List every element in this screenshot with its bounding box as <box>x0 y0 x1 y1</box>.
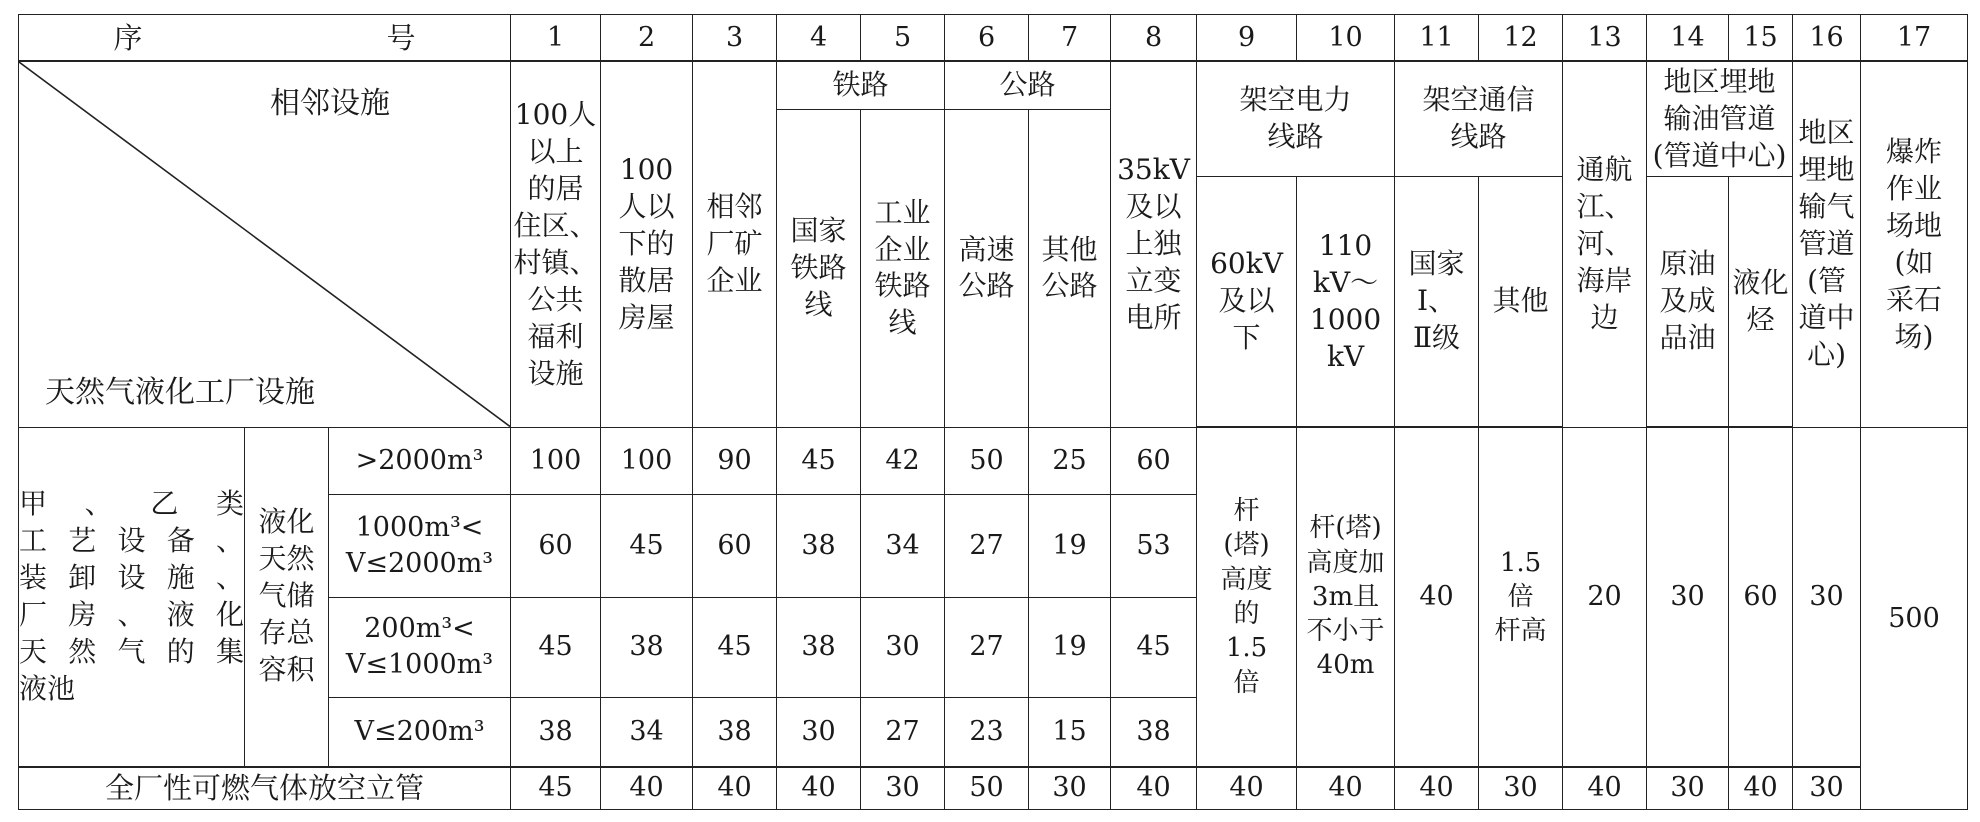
value-blasting-site: 500 <box>1861 427 1968 809</box>
value-cell: 19 <box>1029 495 1111 597</box>
value-telecom-national: 40 <box>1395 427 1479 766</box>
col-number: 1 <box>511 15 601 62</box>
value-cell: 40 <box>777 767 861 810</box>
header-adjacent-factory: 相邻 厂矿 企业 <box>693 61 777 427</box>
col-number: 9 <box>1197 15 1297 62</box>
col-number: 2 <box>601 15 693 62</box>
header-telecom-national: 国家 Ⅰ、 Ⅱ级 <box>1395 176 1479 427</box>
corner-header <box>19 61 511 427</box>
col-number: 17 <box>1861 15 1968 62</box>
seq-label-text: 序 号 <box>113 20 478 55</box>
value-cell: 15 <box>1029 697 1111 766</box>
capacity-label: >2000m³ <box>329 427 511 494</box>
header-residential-small: 100 人以 下的 散居 房屋 <box>601 61 693 427</box>
capacity-label: 1000m³< V≤2000m³ <box>329 495 511 597</box>
value-cell: 50 <box>945 767 1029 810</box>
header-power-110kv: 110 kV～ 1000 kV <box>1297 176 1395 427</box>
header-expressway: 高速 公路 <box>945 109 1029 427</box>
value-cell: 40 <box>1395 767 1479 810</box>
corner-bottom-label: 天然气液化工厂设施 <box>45 375 315 411</box>
header-road-group: 公路 <box>945 61 1111 109</box>
col-number: 13 <box>1563 15 1647 62</box>
value-cell: 19 <box>1029 597 1111 697</box>
row-label-process-facilities: 甲、乙类 工艺设备、 装卸设施、 厂房、液化 天然气的集 液池 <box>19 427 245 766</box>
value-cell: 38 <box>601 597 693 697</box>
value-cell: 40 <box>1197 767 1297 810</box>
value-navigable-river: 20 <box>1563 427 1647 766</box>
value-cell: 100 <box>511 427 601 494</box>
value-cell: 45 <box>511 597 601 697</box>
col-number: 7 <box>1029 15 1111 62</box>
value-cell: 53 <box>1111 495 1197 597</box>
value-cell: 30 <box>777 697 861 766</box>
header-blasting-site: 爆炸 作业 场地 (如 采石 场) <box>1861 61 1968 427</box>
col-number: 5 <box>861 15 945 62</box>
capacity-label: V≤200m³ <box>329 697 511 766</box>
header-power-60kv: 60kV 及以 下 <box>1197 176 1297 427</box>
header-residential-large: 100人 以上 的居 住区、 村镇、 公共 福利 设施 <box>511 61 601 427</box>
value-cell: 38 <box>693 697 777 766</box>
value-cell: 45 <box>777 427 861 494</box>
value-cell: 30 <box>861 767 945 810</box>
col-number: 8 <box>1111 15 1197 62</box>
value-power-110kv: 杆(塔) 高度加 3m且 不小于 40m <box>1297 427 1395 766</box>
col-number: 15 <box>1729 15 1793 62</box>
value-cell: 45 <box>601 495 693 597</box>
header-crude-oil: 原油 及成 品油 <box>1647 176 1729 427</box>
row-label-lng-storage: 液化 天然 气储 存总 容积 <box>245 427 329 766</box>
value-cell: 27 <box>945 597 1029 697</box>
value-cell: 34 <box>601 697 693 766</box>
value-cell: 27 <box>861 697 945 766</box>
value-cell: 40 <box>1297 767 1395 810</box>
value-cell: 30 <box>861 597 945 697</box>
value-cell: 38 <box>777 495 861 597</box>
value-cell: 100 <box>601 427 693 494</box>
value-cell: 27 <box>945 495 1029 597</box>
value-cell: 60 <box>693 495 777 597</box>
value-cell: 45 <box>1111 597 1197 697</box>
row-label-vent-stack: 全厂性可燃气体放空立管 <box>19 767 511 810</box>
value-power-60kv: 杆 (塔) 高度 的 1.5 倍 <box>1197 427 1297 766</box>
value-cell: 40 <box>601 767 693 810</box>
header-national-railway: 国家 铁路 线 <box>777 109 861 427</box>
value-crude-oil: 30 <box>1647 427 1729 766</box>
value-cell: 60 <box>1111 427 1197 494</box>
value-gas-pipeline: 30 <box>1793 427 1861 766</box>
header-navigable-river: 通航 江、 河、 海岸 边 <box>1563 61 1647 427</box>
col-number: 6 <box>945 15 1029 62</box>
value-cell: 40 <box>1111 767 1197 810</box>
value-cell: 50 <box>945 427 1029 494</box>
value-cell: 30 <box>1647 767 1729 810</box>
header-other-road: 其他 公路 <box>1029 109 1111 427</box>
value-cell: 45 <box>693 597 777 697</box>
header-telecom-line-group: 架空通信 线路 <box>1395 61 1563 176</box>
value-telecom-other: 1.5 倍 杆高 <box>1479 427 1563 766</box>
fire-distance-table <box>18 14 1968 810</box>
corner-top-label: 相邻设施 <box>270 86 391 122</box>
value-cell: 38 <box>511 697 601 766</box>
header-lpg: 液化 烃 <box>1729 176 1793 427</box>
value-cell: 34 <box>861 495 945 597</box>
header-oil-pipeline-group: 地区埋地 输油管道 (管道中心) <box>1647 61 1793 176</box>
value-cell: 38 <box>1111 697 1197 766</box>
col-number: 10 <box>1297 15 1395 62</box>
value-cell: 30 <box>1029 767 1111 810</box>
value-cell: 40 <box>693 767 777 810</box>
value-cell: 40 <box>1563 767 1647 810</box>
col-number: 11 <box>1395 15 1479 62</box>
value-cell: 60 <box>511 495 601 597</box>
header-gas-pipeline: 地区 埋地 输气 管道 (管 道中 心) <box>1793 61 1861 427</box>
value-cell: 40 <box>1729 767 1793 810</box>
capacity-label: 200m³< V≤1000m³ <box>329 597 511 697</box>
header-power-line-group: 架空电力 线路 <box>1197 61 1395 176</box>
value-lpg: 60 <box>1729 427 1793 766</box>
value-cell: 23 <box>945 697 1029 766</box>
col-number: 16 <box>1793 15 1861 62</box>
value-cell: 25 <box>1029 427 1111 494</box>
header-telecom-other: 其他 <box>1479 176 1563 427</box>
value-cell: 30 <box>1793 767 1861 810</box>
value-cell: 90 <box>693 427 777 494</box>
value-cell: 38 <box>777 597 861 697</box>
col-number: 4 <box>777 15 861 62</box>
value-cell: 30 <box>1479 767 1563 810</box>
value-cell: 45 <box>511 767 601 810</box>
diagonal-line <box>19 62 510 427</box>
header-industrial-railway: 工业 企业 铁路 线 <box>861 109 945 427</box>
value-cell: 42 <box>861 427 945 494</box>
col-number: 14 <box>1647 15 1729 62</box>
col-number: 12 <box>1479 15 1563 62</box>
col-number: 3 <box>693 15 777 62</box>
seq-label <box>19 15 511 62</box>
header-substation: 35kV 及以 上独 立变 电所 <box>1111 61 1197 427</box>
header-railway-group: 铁路 <box>777 61 945 109</box>
